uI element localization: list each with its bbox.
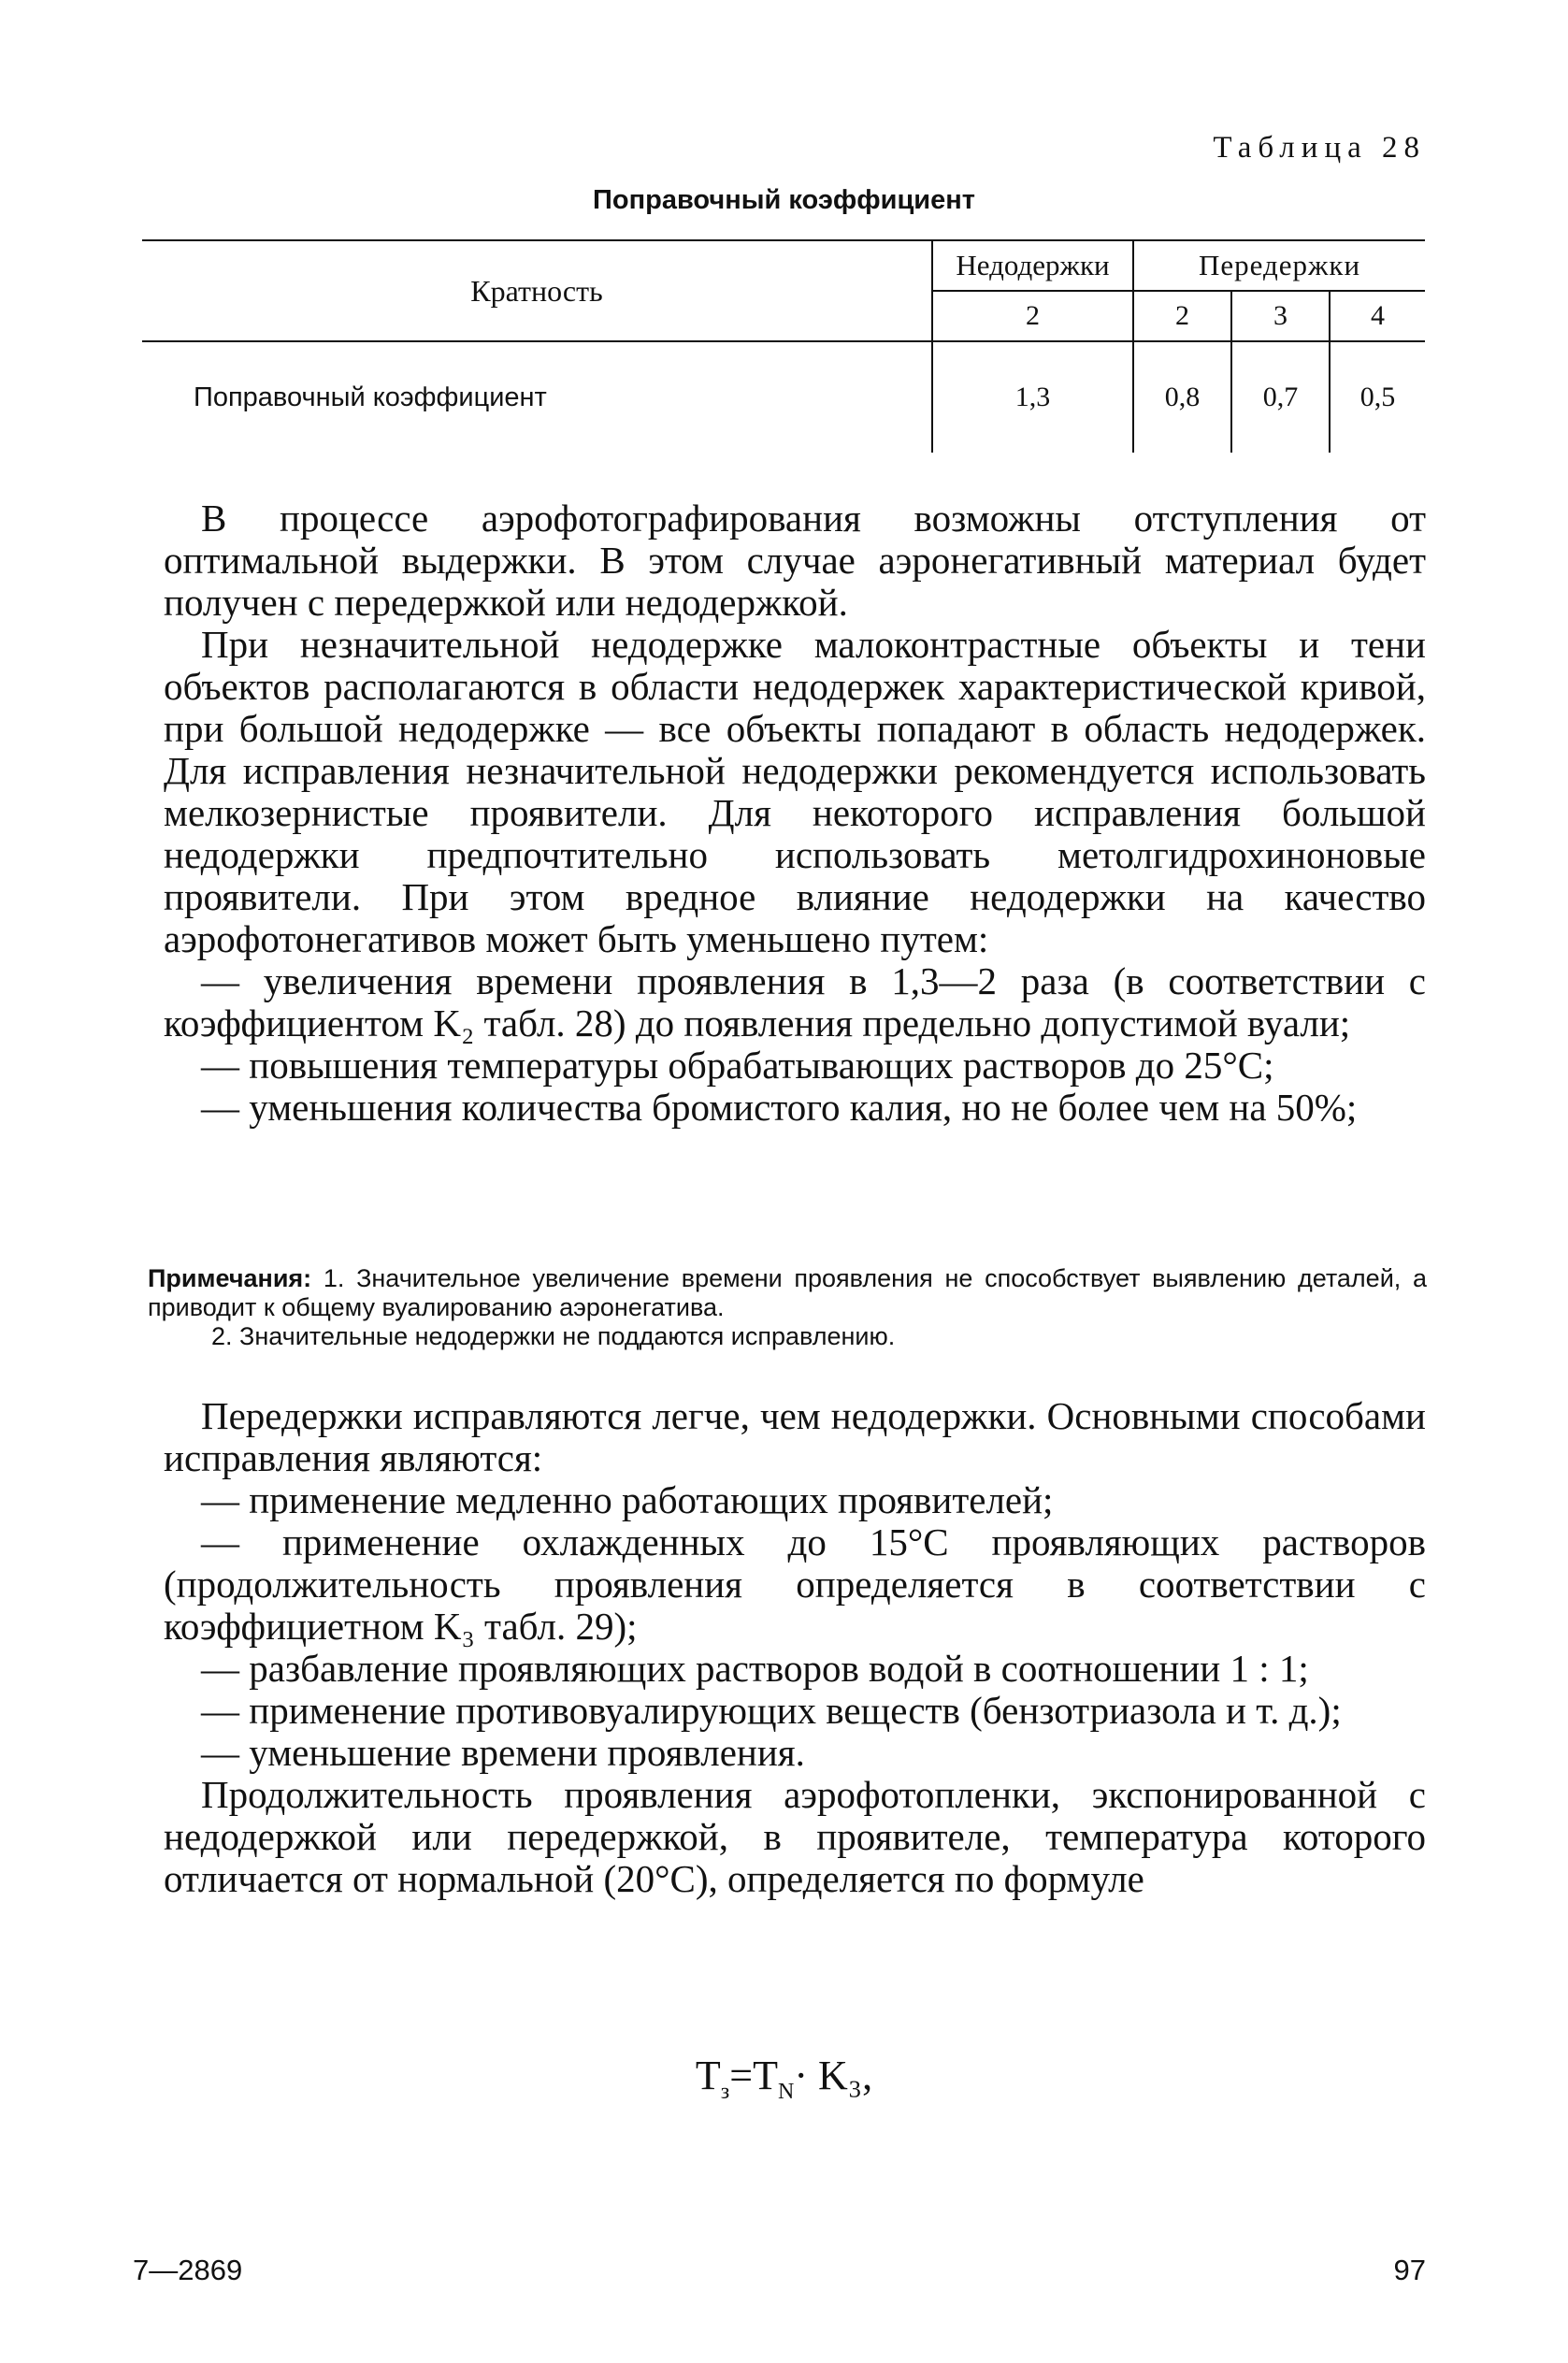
value-cell: 0,8 bbox=[1133, 341, 1231, 453]
list-item: — уменьшения количества бромистого калия, но не более чем на 50%; bbox=[201, 1086, 1358, 1129]
header-underexposure: Недодержки bbox=[932, 240, 1133, 291]
row-label: Поправочный коэффициент bbox=[194, 382, 547, 412]
paragraph: Продолжительность проявления аэрофотопленки, экспонированной с недодержкой или передержкой, в проявителе, температура которого отличается от нормальной (20°C), определяется по формуле bbox=[164, 1773, 1426, 1900]
paragraph: Передержки исправляются легче, чем недодержки. Основными способами исправления являются: bbox=[164, 1394, 1426, 1479]
note-item: 1. Значительное увеличение времени проявления не способствует выявлению деталей, а приводит к общему вуалированию аэронегатива. bbox=[148, 1264, 1427, 1321]
subheader-cell: 2 bbox=[1133, 291, 1231, 341]
header-multiplicity: Кратность bbox=[142, 240, 932, 341]
paragraph: При незначительной недодержке малоконтрастные объекты и тени объектов располагаются в области недодержек характеристической кривой, при большой недодержке — все объекты попадают в область недодержек. Для исправления незначительной недодержки рекомендуется использовать мелкозернистые проявители. Для некоторого исправления большой недодержки предпочтительно использовать метолгидрохиноновые проявители. При этом вредное влияние недодержки на качество аэрофотонегативов может быть уменьшено путем: bbox=[164, 623, 1426, 960]
value-cell: 0,5 bbox=[1330, 341, 1425, 453]
list-item: — повышения температуры обрабатывающих растворов до 25°C; bbox=[201, 1044, 1274, 1087]
notes-label: Примечания: bbox=[148, 1264, 312, 1292]
subheader-cell: 3 bbox=[1231, 291, 1330, 341]
paragraph: В процессе аэрофотографирования возможны отступления от оптимальной выдержки. В этом случае аэронегативный материал будет получен с передержкой или недодержкой. bbox=[164, 497, 1426, 624]
table-row bbox=[142, 341, 1425, 453]
page-number: 97 bbox=[1393, 2254, 1426, 2286]
correction-coefficient-table bbox=[142, 239, 1425, 453]
list-item: — уменьшение времени проявления. bbox=[201, 1731, 805, 1774]
list-item: — применение противовуалирующих веществ (бензотриазола и т. д.); bbox=[201, 1689, 1342, 1732]
value-cell: 0,7 bbox=[1231, 341, 1330, 453]
list-item: — применение охлажденных до 15°C проявляющих растворов (продолжительность проявления определяется в соответствии с коэффициетном K₃ табл. 29); bbox=[164, 1520, 1426, 1648]
list-item: — разбавление проявляющих растворов водой в соотношении 1 : 1; bbox=[201, 1647, 1309, 1690]
body-text-lower bbox=[164, 1395, 1426, 1900]
formula: $T_з=T_N\cdot K_3$, bbox=[695, 2053, 873, 2104]
body-text-upper bbox=[164, 497, 1426, 1129]
note-item: 2. Значительные недодержки не поддаются исправлению. bbox=[211, 1322, 896, 1350]
list-item: — применение медленно работающих проявителей; bbox=[201, 1478, 1054, 1521]
value-cell: 1,3 bbox=[932, 341, 1133, 453]
table-title: Поправочный коэффициент bbox=[593, 185, 975, 215]
notes-block bbox=[148, 1264, 1427, 1351]
subheader-cell: 2 bbox=[932, 291, 1133, 341]
header-overexposure: Передержки bbox=[1133, 240, 1425, 291]
table-number-label: Таблица 28 bbox=[1213, 131, 1426, 165]
subheader-cell: 4 bbox=[1330, 291, 1425, 341]
footer-signature: 7—2869 bbox=[133, 2254, 243, 2286]
list-item: — увеличения времени проявления в 1,3—2 раза (в соответствии с коэффициентом K₂ табл. 28) до появления предельно допустимой вуали; bbox=[164, 959, 1426, 1045]
